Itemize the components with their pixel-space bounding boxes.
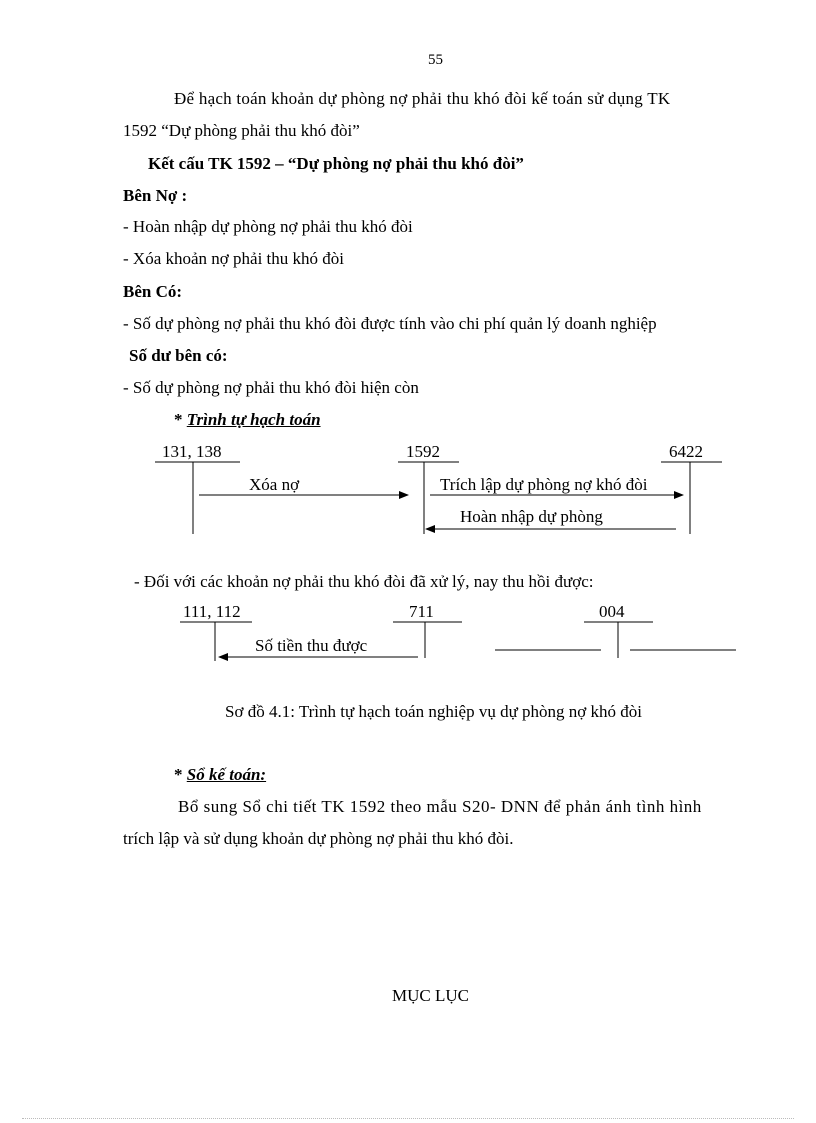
t-account-711 — [393, 602, 462, 658]
intro-line-1: Để hạch toán khoản dự phòng nợ phải thu khó đòi kế toán sử dụng TK — [174, 89, 671, 108]
credit-item-1: - Số dự phòng nợ phải thu khó đòi được tính vào chi phí quản lý doanh nghiệp — [123, 314, 657, 333]
ledger-line-2: trích lập và sử dụng khoản dự phòng nợ phải thu khó đòi. — [123, 829, 514, 848]
flow-trich-lap — [430, 475, 683, 495]
t-account-6422 — [661, 442, 722, 534]
flow-label-so-tien: Số tiền thu được — [255, 636, 368, 655]
flow-label-trich-lap: Trích lập dự phòng nợ khó đòi — [440, 475, 648, 494]
flow-label-xoa-no: Xóa nợ — [249, 475, 300, 494]
ledger-star: * — [174, 765, 183, 784]
account-label-1592: 1592 — [406, 442, 440, 461]
debit-item-2: - Xóa khoản nợ phải thu khó đòi — [123, 249, 344, 268]
structure-heading: Kết cấu TK 1592 – “Dự phòng nợ phải thu khó đòi” — [148, 154, 524, 173]
flow-label-hoan-nhap: Hoàn nhập dự phòng — [460, 507, 603, 526]
account-label-131-138: 131, 138 — [162, 442, 222, 461]
balance-item-1: - Số dự phòng nợ phải thu khó đòi hiện còn — [123, 378, 419, 397]
page-bottom-divider — [22, 1118, 794, 1119]
t-account-131-138 — [155, 442, 240, 534]
diagram-caption: Sơ đồ 4.1: Trình tự hạch toán nghiệp vụ dự phòng nợ khó đòi — [225, 702, 643, 721]
debit-item-1: - Hoàn nhập dự phòng nợ phải thu khó đòi — [123, 217, 413, 236]
balance-heading: Số dư bên có: — [129, 346, 228, 365]
flow-xoa-no — [199, 475, 408, 495]
toc-title: MỤC LỤC — [392, 986, 469, 1005]
t-account-004 — [495, 602, 736, 658]
credit-side-heading: Bên Có: — [123, 282, 183, 301]
account-label-711: 711 — [409, 602, 434, 621]
recovered-note: - Đối với các khoản nợ phải thu khó đòi đã xử lý, nay thu hồi được: — [134, 572, 594, 591]
account-label-111-112: 111, 112 — [183, 602, 241, 621]
account-label-004: 004 — [599, 602, 625, 621]
ledger-line-1: Bổ sung Sổ chi tiết TK 1592 theo mẫu S20- DNN để phản ánh tình hình — [178, 797, 702, 816]
intro-line-2: 1592 “Dự phòng phải thu khó đòi” — [123, 121, 360, 140]
flow-hoan-nhap — [426, 507, 676, 529]
ledger-heading — [174, 765, 266, 785]
debit-side-heading: Bên Nợ : — [123, 186, 188, 205]
account-label-6422: 6422 — [669, 442, 703, 461]
t-account-111-112 — [180, 602, 252, 661]
ledger-label: Sổ kế toán: — [186, 765, 267, 784]
procedure-label: Trình tự hạch toán — [186, 410, 321, 429]
page-number: 55 — [428, 52, 443, 68]
flow-so-tien-thu-duoc — [219, 636, 418, 657]
procedure-star: * — [174, 410, 183, 429]
